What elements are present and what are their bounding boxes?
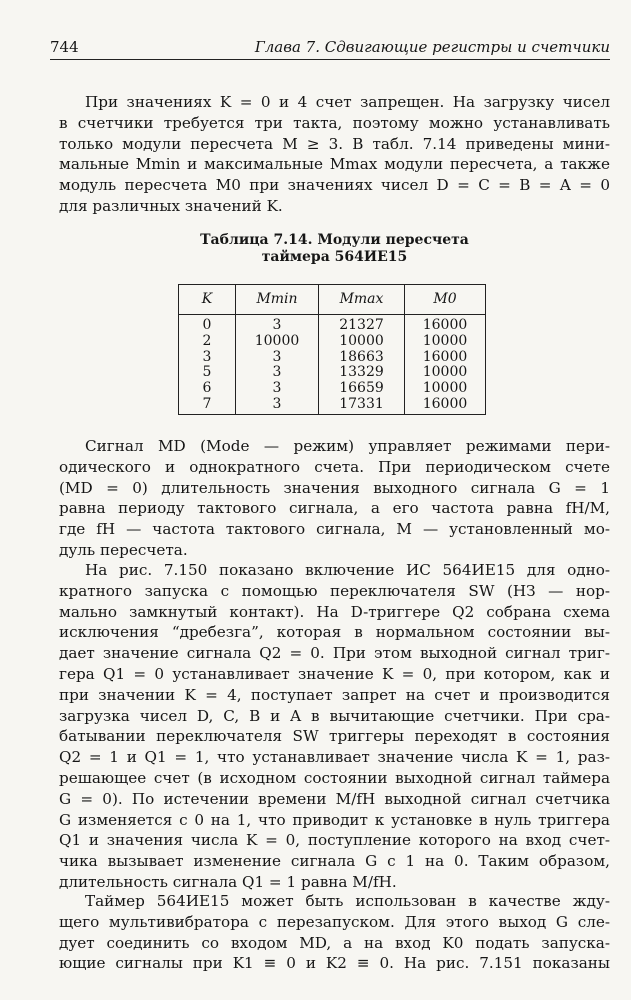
text-line: ющие сигналы при K1 ≡ 0 и K2 ≡ 0. На рис. 7.151 показаны	[59, 954, 610, 973]
text-line: дает значение сигнала Q2 = 0. При этом выходной сигнал триг-	[59, 644, 610, 663]
text-line: дует соединить со входом MD, а на вход K0 подать запуска-	[59, 933, 610, 952]
cell-m0: 10000	[405, 334, 486, 350]
cell-mmin: 3	[236, 365, 319, 381]
text-line: мально замкнутый контакт). На D-триггере Q2 собрана схема	[59, 602, 610, 621]
cell-k: 0	[179, 315, 236, 334]
text-line: при значении K = 4, поступает запрет на счет и производится	[59, 685, 610, 704]
text-line: (MD = 0) длительность значения выходного сигнала G = 1	[59, 478, 610, 497]
page-header	[50, 38, 610, 60]
header-mmax: Mmax	[319, 285, 405, 315]
table-row	[179, 315, 486, 334]
cell-m0: 16000	[405, 315, 486, 334]
text-line: гера Q1 = 0 устанавливает значение K = 0, при котором, как и	[59, 664, 610, 683]
text-line: батывании переключателя SW триггеры переходят в состояния	[59, 727, 610, 746]
cell-k: 2	[179, 334, 236, 350]
table-row	[179, 350, 486, 366]
table-row	[179, 381, 486, 397]
table-row	[179, 365, 486, 381]
cell-m0: 10000	[405, 381, 486, 397]
chapter-title: Глава 7. Сдвигающие регистры и счетчики	[254, 38, 610, 56]
text-line: чика вызывает изменение сигнала G с 1 на 0. Таким образом,	[59, 852, 610, 871]
header-m0: M0	[405, 285, 486, 315]
cell-mmax: 16659	[319, 381, 405, 397]
text-line: дуль пересчета.	[59, 540, 188, 559]
text-line: При значениях K = 0 и 4 счет запрещен. На загрузку чисел	[85, 93, 610, 111]
modulus-table	[178, 284, 486, 415]
cell-mmax: 21327	[319, 315, 405, 334]
text-line: модуль пересчета M0 при значениях чисел D = C = B = A = 0	[59, 176, 610, 195]
text-line: На рис. 7.150 показано включение ИС 564ИЕ15 для одно-	[85, 561, 610, 579]
cell-mmax: 18663	[319, 350, 405, 366]
table-row	[179, 334, 486, 350]
paragraph-single-shot	[59, 560, 610, 893]
cell-mmin: 10000	[236, 334, 319, 350]
text-line: загрузка чисел D, C, B и A в вычитающие счетчики. При сра-	[59, 706, 610, 725]
text-line: длительность сигнала Q1 = 1 равна M/fH.	[59, 872, 397, 891]
text-line: решающее счет (в исходном состоянии выходной сигнал таймера	[59, 768, 610, 787]
cell-m0: 16000	[405, 350, 486, 366]
text-line: G изменяется с 0 на 1, что приводит к установке в нуль триггера	[59, 810, 610, 829]
text-line: Сигнал MD (Mode — режим) управляет режимами пери-	[85, 437, 610, 455]
text-line: только модули пересчета M ≥ 3. В табл. 7.14 приведены мини-	[59, 134, 610, 153]
paragraph-intro	[59, 92, 610, 217]
text-line: где fH — частота тактового сигнала, M — установленный мо-	[59, 520, 610, 539]
text-line: мальные Mmin и максимальные Mmax модули пересчета, а также	[59, 155, 610, 174]
cell-m0: 10000	[405, 365, 486, 381]
cell-mmin: 3	[236, 397, 319, 414]
paragraph-timer-multivibrator	[59, 891, 610, 974]
header-mmin: Mmin	[236, 285, 319, 315]
table-row	[179, 397, 486, 414]
cell-mmax: 17331	[319, 397, 405, 414]
cell-k: 5	[179, 365, 236, 381]
text-line: Q1 и значения числа K = 0, поступление которого на вход счет-	[59, 831, 610, 850]
text-line: Таймер 564ИЕ15 может быть использован в качестве жду-	[85, 892, 610, 910]
cell-m0: 16000	[405, 397, 486, 414]
text-line: исключения “дребезга”, которая в нормальном состоянии вы-	[59, 623, 610, 642]
cell-k: 3	[179, 350, 236, 366]
cell-mmax: 10000	[319, 334, 405, 350]
text-line: Q2 = 1 и Q1 = 1, что устанавливает значение числа K = 1, раз-	[59, 748, 610, 767]
table-caption-line: Таблица 7.14. Модули пересчета	[200, 232, 469, 248]
table-header-row	[179, 285, 486, 315]
cell-mmin: 3	[236, 350, 319, 366]
text-line: в счетчики требуется три такта, поэтому можно устанавливать	[59, 113, 610, 132]
paragraph-md-signal	[59, 436, 610, 561]
cell-mmax: 13329	[319, 365, 405, 381]
cell-k: 6	[179, 381, 236, 397]
text-line: равна периоду тактового сигнала, а его частота равна fH/M,	[59, 499, 610, 518]
cell-mmin: 3	[236, 381, 319, 397]
text-line: G = 0). По истечении времени M/fH выходной сигнал счетчика	[59, 789, 610, 808]
text-line: кратного запуска с помощью переключателя SW (НЗ — нор-	[59, 581, 610, 600]
table-caption	[59, 232, 610, 266]
text-line: для различных значений K.	[59, 196, 283, 215]
cell-mmin: 3	[236, 315, 319, 334]
cell-k: 7	[179, 397, 236, 414]
text-line: щего мультивибратора с перезапуском. Для этого выход G сле-	[59, 912, 610, 931]
text-line: одического и однократного счета. При периодическом счете	[59, 457, 610, 476]
header-k: K	[179, 285, 236, 315]
table-caption-line: таймера 564ИЕ15	[261, 249, 408, 265]
page-number: 744	[50, 38, 79, 56]
